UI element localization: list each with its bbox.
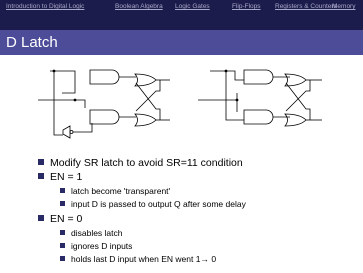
bullet-level2: latch become 'transparent' — [60, 186, 170, 196]
bullet-level1: Modify SR latch to avoid SR=11 condition — [38, 157, 243, 169]
slide-title: D Latch — [6, 34, 58, 51]
bullet-square-icon — [38, 215, 44, 221]
nav-link-intro[interactable]: Introduction to Digital Logic — [6, 3, 85, 10]
bullet-square-icon — [60, 201, 65, 206]
nav-link-memory[interactable]: Memory — [332, 3, 356, 10]
bullet-square-icon — [60, 243, 65, 248]
bullet-level2: holds last D input when EN went 1→ 0 — [60, 254, 216, 264]
bullet-level2: ignores D inputs — [60, 241, 132, 251]
bullet-square-icon — [60, 188, 65, 193]
bullet-square-icon — [60, 256, 65, 261]
bullet-level2: input D is passed to output Q after some delay — [60, 199, 246, 209]
bullet-level1: EN = 0 — [38, 213, 82, 225]
bullet-square-icon — [38, 159, 44, 165]
nav-link-gates[interactable]: Logic Gates — [175, 3, 210, 10]
bullet-level2: disables latch — [60, 228, 123, 238]
nav-link-registers[interactable]: Registers & Counters — [275, 3, 337, 10]
nav-link-flipflops[interactable]: Flip-Flops — [232, 3, 261, 10]
nav-link-boolean[interactable]: Boolean Algebra — [115, 3, 163, 10]
bullet-square-icon — [60, 230, 65, 235]
bullet-level1: EN = 1 — [38, 171, 82, 183]
bullet-square-icon — [38, 173, 44, 179]
